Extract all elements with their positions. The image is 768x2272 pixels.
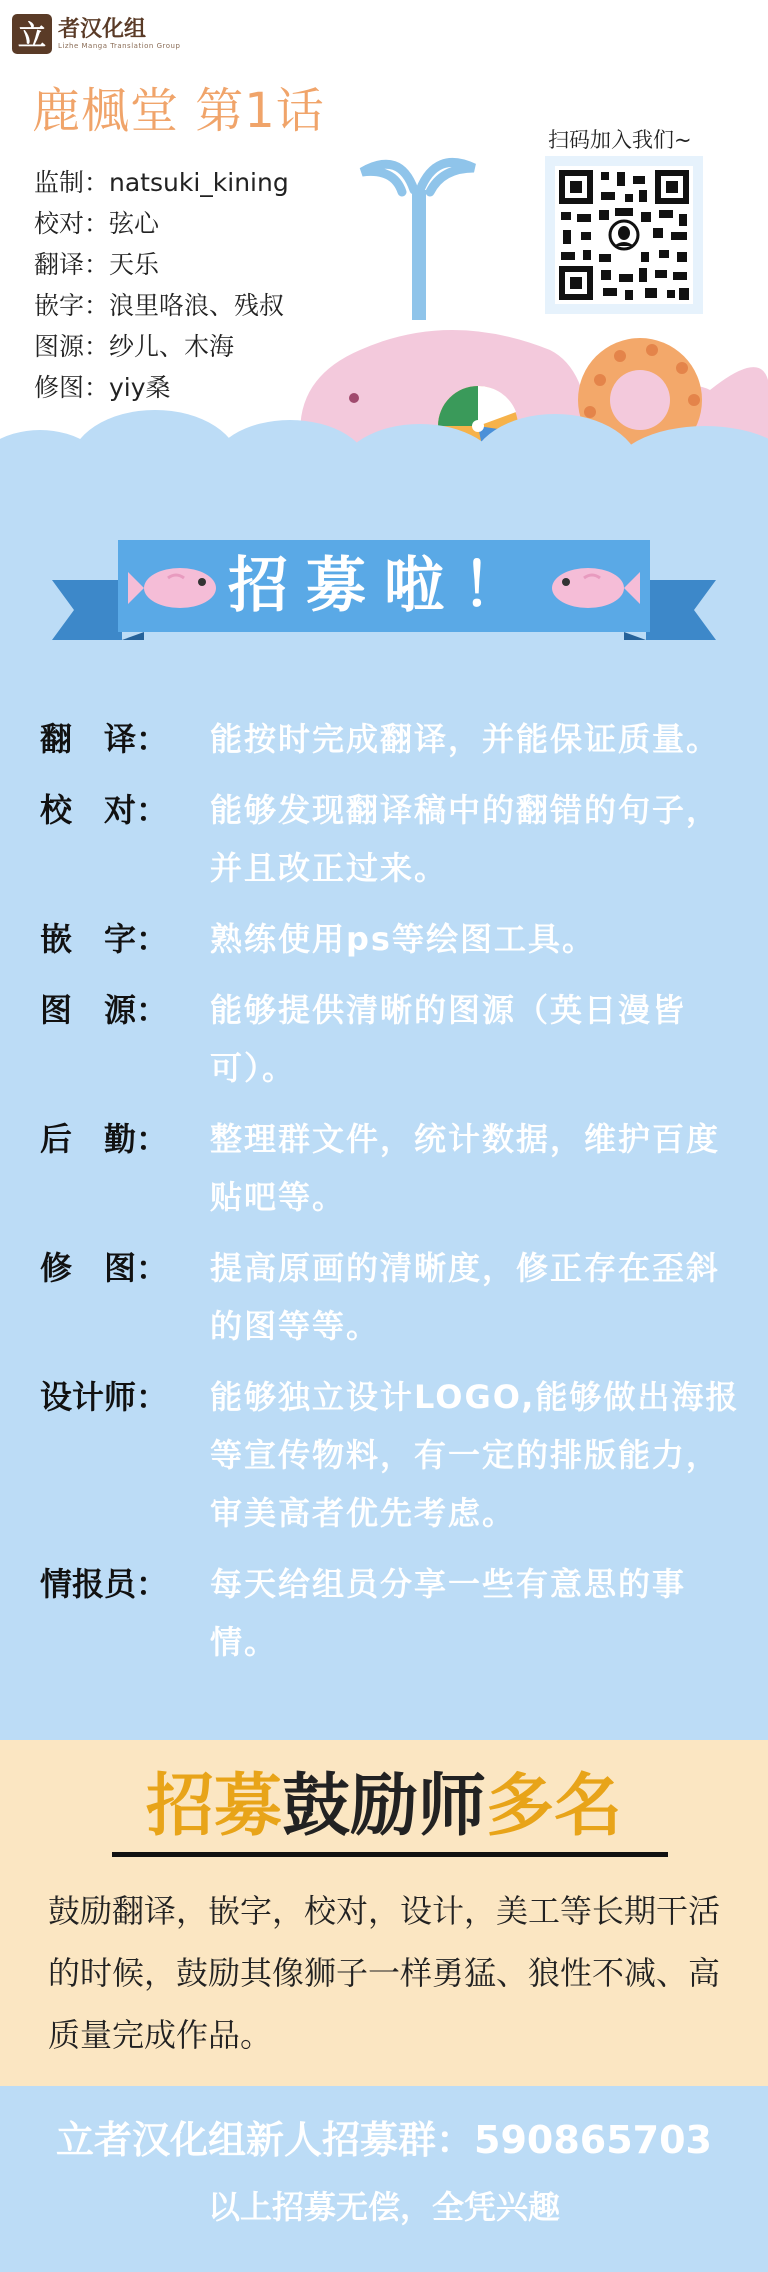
headline-underline: [112, 1852, 668, 1857]
role-item: [40, 910, 740, 968]
logo-mark: 立: [12, 14, 52, 54]
role-item: [40, 1110, 740, 1226]
group-number: 立者汉化组新人招募群：590865703: [56, 2118, 712, 2162]
role-item: [40, 1555, 740, 1671]
role-description: 能够独立设计LOGO,能够做出海报等宣传物料，有一定的排版能力，审美高者优先考虑。: [210, 1378, 740, 1532]
role-item: [40, 781, 740, 897]
role-label: 校 对：: [40, 791, 169, 829]
credit-row: 监制：natsuki_kining: [34, 168, 289, 197]
role-label: 后 勤：: [40, 1120, 169, 1158]
role-item: [40, 710, 740, 768]
credits-list: [34, 162, 289, 408]
role-label: 图 源：: [40, 991, 169, 1029]
footer-note: 以上招募无偿，全凭兴趣: [207, 2188, 560, 2226]
logo-subtitle: Lizhe Manga Translation Group: [58, 42, 181, 50]
role-description: 整理群文件，统计数据，维护百度贴吧等。: [210, 1120, 721, 1216]
role-label: 修 图：: [40, 1249, 169, 1287]
role-label: 情报员：: [40, 1565, 169, 1603]
role-item: [40, 981, 740, 1097]
banner-title: 招募啦！: [228, 551, 540, 621]
role-description: 熟练使用ps等绘图工具。: [210, 920, 596, 958]
credit-row: 翻译：天乐: [34, 250, 160, 279]
role-item: [40, 1239, 740, 1355]
page-title: 鹿楓堂 第1话: [32, 83, 325, 139]
role-description: 能够提供清晰的图源（英日漫皆可）。: [210, 991, 687, 1087]
role-description: 能按时完成翻译，并能保证质量。: [210, 720, 721, 758]
role-label: 嵌 字：: [40, 920, 169, 958]
role-description: 能够发现翻译稿中的翻错的句子，并且改正过来。: [210, 791, 721, 887]
recruit-banner: [52, 540, 716, 650]
credit-row: 修图：yiy桑: [34, 373, 171, 402]
role-label: 翻 译：: [40, 720, 169, 758]
role-item: [40, 1368, 740, 1542]
qr-caption: 扫码加入我们~: [548, 128, 692, 152]
role-label: 设计师：: [40, 1378, 169, 1416]
logo-name: 者汉化组: [58, 17, 147, 42]
role-description: 提高原画的清晰度，修正存在歪斜的图等等。: [210, 1249, 721, 1345]
credit-row: 嵌字：浪里咯浪、残叔: [34, 291, 285, 320]
credit-row: 图源：纱儿、木海: [34, 332, 235, 361]
encourager-description: 鼓励翻译，嵌字，校对，设计，美工等长期干活的时候，鼓励其像狮子一样勇猛、狼性不减、高质量完成作品。: [48, 1892, 721, 2054]
encourager-headline: 招募鼓励师多名: [145, 1767, 623, 1846]
group-logo: [12, 12, 180, 56]
roles-list: [40, 710, 740, 1684]
credit-row: 校对：弦心: [34, 209, 160, 238]
role-description: 每天给组员分享一些有意思的事情。: [210, 1565, 687, 1661]
